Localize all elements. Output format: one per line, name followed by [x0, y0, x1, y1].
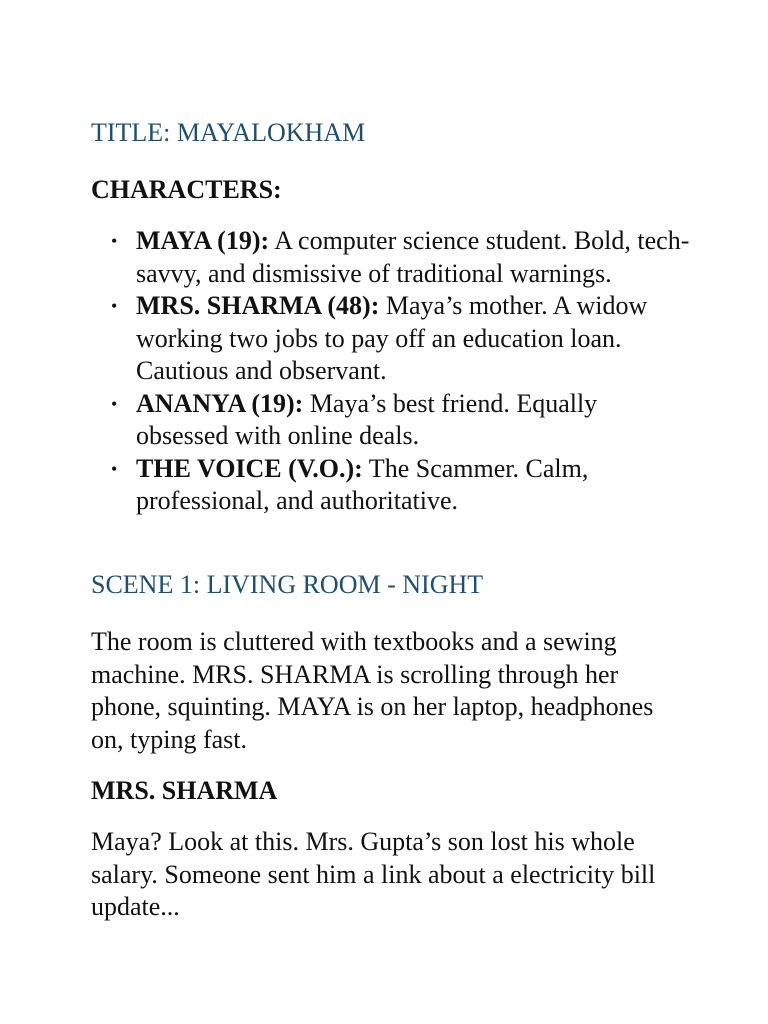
character-item-maya — [91, 225, 691, 290]
bullet-icon: • — [111, 296, 118, 316]
character-item-mrs-sharma — [91, 290, 691, 388]
character-item-ananya — [91, 388, 691, 453]
dialogue-paragraph: Maya? Look at this. Mrs. Gupta’s son lost his whole salary. Someone sent him a link about a electricity bill update... — [91, 827, 656, 921]
bullet-icon: • — [111, 393, 118, 414]
character-name: MAYA (19): — [136, 226, 270, 255]
bullet-icon: • — [111, 458, 118, 479]
scene-heading: SCENE 1: LIVING ROOM - NIGHT — [91, 570, 484, 599]
character-description: The Scammer. Calm, professional, and authoritative. — [136, 453, 589, 515]
character-description: Maya’s mother. A widow working two jobs to pay off an education loan. Cautious and observant. — [136, 291, 648, 385]
action-paragraph: The room is cluttered with textbooks and a sewing machine. MRS. SHARMA is scrolling through her phone, squinting. MAYA is on her laptop, headphones on, typing fast. — [91, 627, 654, 754]
character-item-the-voice — [91, 453, 691, 518]
characters-label: CHARACTERS: — [91, 175, 282, 204]
character-description: Maya’s best friend. Equally obsessed with online deals. — [136, 388, 598, 450]
speaker-name: MRS. SHARMA — [91, 776, 278, 805]
character-name: MRS. SHARMA (48): — [136, 291, 380, 320]
character-name: THE VOICE (V.O.): — [136, 453, 363, 483]
character-list — [91, 225, 691, 518]
character-description: A computer science student. Bold, tech-savvy, and dismissive of traditional warnings. — [136, 226, 690, 288]
document-title: TITLE: MAYALOKHAM — [91, 118, 366, 147]
bullet-icon: • — [111, 231, 118, 251]
character-name: ANANYA (19): — [136, 388, 304, 418]
